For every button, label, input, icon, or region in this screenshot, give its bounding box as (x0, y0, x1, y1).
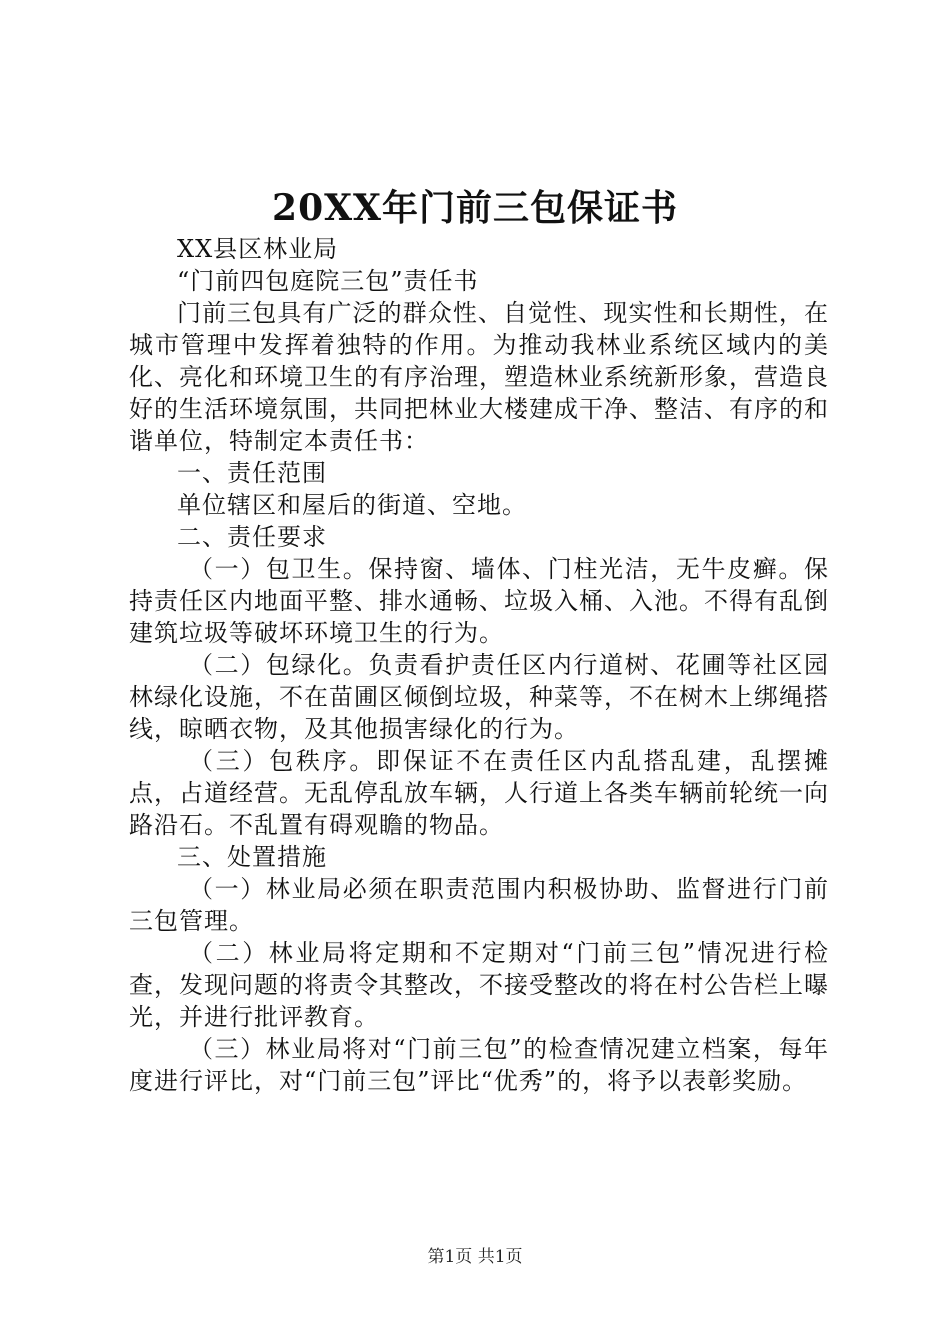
paragraph-agency: XX县区林业局 (177, 235, 339, 263)
paragraph-intro: 门前三包具有广泛的群众性、自觉性、现实性和长期性，在城市管理中发挥着独特的作用。为推动我林业系统区域内的美化、亮化和环境卫生的有序治理，塑造林业系统新形象，营造良好的生活环境氛围，共同把林业大楼建成干净、整洁、有序的和谐单位，特制定本责任书： (129, 299, 829, 455)
paragraph-requirement-order: （三）包秩序。即保证不在责任区内乱搭乱建，乱摆摊点，占道经营。无乱停乱放车辆，人行道上各类车辆前轮统一向路沿石。不乱置有碍观瞻的物品。 (129, 747, 829, 839)
paragraph-measure-1: （一）林业局必须在职责范围内积极协助、监督进行门前三包管理。 (129, 875, 829, 935)
paragraph-requirement-greening: （二）包绿化。负责看护责任区内行道树、花圃等社区园林绿化设施，不在苗圃区倾倒垃圾，种菜等，不在树木上绑绳搭线，晾晒衣物，及其他损害绿化的行为。 (129, 651, 829, 743)
paragraph-scope: 单位辖区和屋后的街道、空地。 (177, 491, 527, 519)
section-heading-measures: 三、处置措施 (177, 843, 327, 871)
paragraph-measure-2: （二）林业局将定期和不定期对“门前三包”情况进行检查，发现问题的将责令其整改，不接受整改的将在村公告栏上曝光，并进行批评教育。 (129, 939, 829, 1031)
section-heading-scope: 一、责任范围 (177, 459, 327, 487)
document-body (129, 233, 829, 1097)
document-title: 20XX年门前三包保证书 (272, 187, 678, 229)
section-heading-requirements: 二、责任要求 (177, 523, 327, 551)
paragraph-measure-3: （三）林业局将对“门前三包”的检查情况建立档案，每年度进行评比，对“门前三包”评比“优秀”的，将予以表彰奖励。 (129, 1035, 829, 1095)
paragraph-requirement-hygiene: （一）包卫生。保持窗、墙体、门柱光洁，无牛皮癣。保持责任区内地面平整、排水通畅、垃圾入桶、入池。不得有乱倒建筑垃圾等破坏环境卫生的行为。 (129, 555, 829, 647)
page-number: 第1页 共1页 (427, 1247, 523, 1267)
paragraph-subtitle: “门前四包庭院三包”责任书 (177, 267, 479, 295)
